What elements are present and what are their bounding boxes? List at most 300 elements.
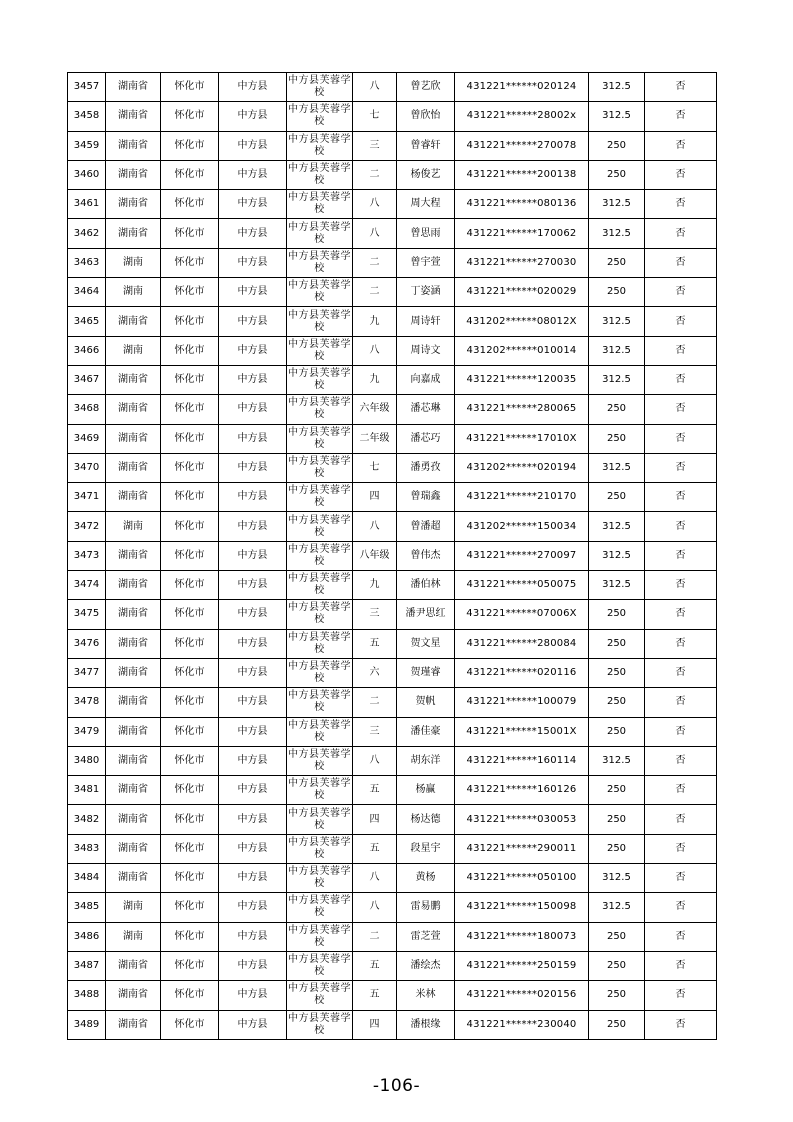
- grade-cell: 三: [353, 600, 397, 629]
- province-cell: 湖南: [106, 893, 161, 922]
- row-number-cell: 3482: [68, 805, 106, 834]
- county-cell: 中方县: [219, 512, 287, 541]
- county-cell: 中方县: [219, 746, 287, 775]
- county-cell: 中方县: [219, 219, 287, 248]
- amount-cell: 250: [589, 483, 645, 512]
- row-number-cell: 3469: [68, 424, 106, 453]
- grade-cell: 八: [353, 190, 397, 219]
- county-cell: 中方县: [219, 541, 287, 570]
- province-cell: 湖南: [106, 922, 161, 951]
- flag-cell: 否: [645, 805, 717, 834]
- student-name-cell: 杨达德: [397, 805, 455, 834]
- county-cell: 中方县: [219, 805, 287, 834]
- province-cell: 湖南省: [106, 600, 161, 629]
- school-cell: 中方县芙蓉学校: [287, 1010, 353, 1039]
- school-cell: 中方县芙蓉学校: [287, 512, 353, 541]
- city-cell: 怀化市: [161, 131, 219, 160]
- amount-cell: 250: [589, 424, 645, 453]
- flag-cell: 否: [645, 395, 717, 424]
- amount-cell: 312.5: [589, 102, 645, 131]
- amount-cell: 312.5: [589, 219, 645, 248]
- grade-cell: 二年级: [353, 424, 397, 453]
- id-number-cell: 431221******160126: [455, 776, 589, 805]
- amount-cell: 250: [589, 688, 645, 717]
- school-cell: 中方县芙蓉学校: [287, 131, 353, 160]
- table-row: [68, 73, 717, 102]
- table-row: [68, 834, 717, 863]
- flag-cell: 否: [645, 629, 717, 658]
- grade-cell: 八: [353, 864, 397, 893]
- row-number-cell: 3483: [68, 834, 106, 863]
- grade-cell: 八: [353, 512, 397, 541]
- flag-cell: 否: [645, 307, 717, 336]
- city-cell: 怀化市: [161, 219, 219, 248]
- province-cell: 湖南省: [106, 160, 161, 189]
- student-name-cell: 向嘉成: [397, 365, 455, 394]
- id-number-cell: 431221******07006X: [455, 600, 589, 629]
- amount-cell: 250: [589, 600, 645, 629]
- flag-cell: 否: [645, 512, 717, 541]
- flag-cell: 否: [645, 951, 717, 980]
- province-cell: 湖南省: [106, 981, 161, 1010]
- flag-cell: 否: [645, 688, 717, 717]
- student-name-cell: 潘佳豪: [397, 717, 455, 746]
- row-number-cell: 3468: [68, 395, 106, 424]
- grade-cell: 八: [353, 746, 397, 775]
- amount-cell: 250: [589, 922, 645, 951]
- county-cell: 中方县: [219, 981, 287, 1010]
- county-cell: 中方县: [219, 73, 287, 102]
- student-name-cell: 曾艺欣: [397, 73, 455, 102]
- row-number-cell: 3477: [68, 658, 106, 687]
- id-number-cell: 431221******270030: [455, 248, 589, 277]
- amount-cell: 312.5: [589, 73, 645, 102]
- city-cell: 怀化市: [161, 571, 219, 600]
- table-row: [68, 571, 717, 600]
- county-cell: 中方县: [219, 248, 287, 277]
- student-name-cell: 雷芝萱: [397, 922, 455, 951]
- row-number-cell: 3486: [68, 922, 106, 951]
- city-cell: 怀化市: [161, 1010, 219, 1039]
- id-number-cell: 431221******180073: [455, 922, 589, 951]
- flag-cell: 否: [645, 981, 717, 1010]
- id-number-cell: 431221******120035: [455, 365, 589, 394]
- province-cell: 湖南省: [106, 688, 161, 717]
- row-number-cell: 3480: [68, 746, 106, 775]
- student-name-cell: 雷易鹏: [397, 893, 455, 922]
- id-number-cell: 431221******280084: [455, 629, 589, 658]
- grade-cell: 八年级: [353, 541, 397, 570]
- amount-cell: 312.5: [589, 571, 645, 600]
- county-cell: 中方县: [219, 571, 287, 600]
- row-number-cell: 3474: [68, 571, 106, 600]
- page-number: -106-: [372, 1076, 421, 1096]
- student-name-cell: 黄杨: [397, 864, 455, 893]
- row-number-cell: 3470: [68, 453, 106, 482]
- table-row: [68, 951, 717, 980]
- school-cell: 中方县芙蓉学校: [287, 219, 353, 248]
- flag-cell: 否: [645, 658, 717, 687]
- grade-cell: 八: [353, 893, 397, 922]
- grade-cell: 八: [353, 336, 397, 365]
- flag-cell: 否: [645, 219, 717, 248]
- county-cell: 中方县: [219, 834, 287, 863]
- id-number-cell: 431221******15001X: [455, 717, 589, 746]
- row-number-cell: 3461: [68, 190, 106, 219]
- city-cell: 怀化市: [161, 658, 219, 687]
- flag-cell: 否: [645, 278, 717, 307]
- table-row: [68, 395, 717, 424]
- county-cell: 中方县: [219, 658, 287, 687]
- city-cell: 怀化市: [161, 805, 219, 834]
- grade-cell: 四: [353, 1010, 397, 1039]
- subsidy-roster-table: [67, 72, 717, 1040]
- province-cell: 湖南省: [106, 571, 161, 600]
- province-cell: 湖南省: [106, 395, 161, 424]
- flag-cell: 否: [645, 424, 717, 453]
- province-cell: 湖南: [106, 248, 161, 277]
- table-row: [68, 776, 717, 805]
- county-cell: 中方县: [219, 776, 287, 805]
- student-name-cell: 潘伯林: [397, 571, 455, 600]
- row-number-cell: 3466: [68, 336, 106, 365]
- student-name-cell: 潘尹思红: [397, 600, 455, 629]
- city-cell: 怀化市: [161, 834, 219, 863]
- id-number-cell: 431221******020124: [455, 73, 589, 102]
- grade-cell: 二: [353, 248, 397, 277]
- school-cell: 中方县芙蓉学校: [287, 834, 353, 863]
- id-number-cell: 431221******270097: [455, 541, 589, 570]
- flag-cell: 否: [645, 131, 717, 160]
- amount-cell: 250: [589, 248, 645, 277]
- flag-cell: 否: [645, 600, 717, 629]
- school-cell: 中方县芙蓉学校: [287, 307, 353, 336]
- city-cell: 怀化市: [161, 717, 219, 746]
- table-row: [68, 131, 717, 160]
- grade-cell: 五: [353, 981, 397, 1010]
- province-cell: 湖南省: [106, 864, 161, 893]
- city-cell: 怀化市: [161, 336, 219, 365]
- school-cell: 中方县芙蓉学校: [287, 688, 353, 717]
- id-number-cell: 431221******290011: [455, 834, 589, 863]
- grade-cell: 二: [353, 688, 397, 717]
- student-name-cell: 贺瑾睿: [397, 658, 455, 687]
- amount-cell: 250: [589, 395, 645, 424]
- table-row: [68, 160, 717, 189]
- amount-cell: 250: [589, 834, 645, 863]
- student-name-cell: 潘绘杰: [397, 951, 455, 980]
- id-number-cell: 431221******050075: [455, 571, 589, 600]
- county-cell: 中方县: [219, 600, 287, 629]
- school-cell: 中方县芙蓉学校: [287, 483, 353, 512]
- city-cell: 怀化市: [161, 483, 219, 512]
- province-cell: 湖南省: [106, 805, 161, 834]
- student-name-cell: 曾睿轩: [397, 131, 455, 160]
- table-row: [68, 746, 717, 775]
- table-row: [68, 1010, 717, 1039]
- flag-cell: 否: [645, 73, 717, 102]
- province-cell: 湖南省: [106, 307, 161, 336]
- table-row: [68, 219, 717, 248]
- student-name-cell: 曾思雨: [397, 219, 455, 248]
- county-cell: 中方县: [219, 864, 287, 893]
- table-row: [68, 102, 717, 131]
- school-cell: 中方县芙蓉学校: [287, 102, 353, 131]
- row-number-cell: 3460: [68, 160, 106, 189]
- county-cell: 中方县: [219, 365, 287, 394]
- row-number-cell: 3472: [68, 512, 106, 541]
- student-name-cell: 段星宇: [397, 834, 455, 863]
- row-number-cell: 3458: [68, 102, 106, 131]
- city-cell: 怀化市: [161, 512, 219, 541]
- school-cell: 中方县芙蓉学校: [287, 248, 353, 277]
- table-row: [68, 717, 717, 746]
- row-number-cell: 3481: [68, 776, 106, 805]
- province-cell: 湖南: [106, 336, 161, 365]
- grade-cell: 九: [353, 307, 397, 336]
- city-cell: 怀化市: [161, 864, 219, 893]
- student-name-cell: 曾伟杰: [397, 541, 455, 570]
- county-cell: 中方县: [219, 951, 287, 980]
- province-cell: 湖南省: [106, 483, 161, 512]
- amount-cell: 250: [589, 981, 645, 1010]
- school-cell: 中方县芙蓉学校: [287, 73, 353, 102]
- province-cell: 湖南省: [106, 131, 161, 160]
- table-row: [68, 922, 717, 951]
- grade-cell: 五: [353, 834, 397, 863]
- table-row: [68, 248, 717, 277]
- city-cell: 怀化市: [161, 541, 219, 570]
- school-cell: 中方县芙蓉学校: [287, 864, 353, 893]
- id-number-cell: 431221******050100: [455, 864, 589, 893]
- school-cell: 中方县芙蓉学校: [287, 805, 353, 834]
- city-cell: 怀化市: [161, 102, 219, 131]
- flag-cell: 否: [645, 336, 717, 365]
- school-cell: 中方县芙蓉学校: [287, 424, 353, 453]
- school-cell: 中方县芙蓉学校: [287, 717, 353, 746]
- county-cell: 中方县: [219, 190, 287, 219]
- id-number-cell: 431202******020194: [455, 453, 589, 482]
- amount-cell: 312.5: [589, 512, 645, 541]
- flag-cell: 否: [645, 483, 717, 512]
- id-number-cell: 431221******200138: [455, 160, 589, 189]
- grade-cell: 二: [353, 160, 397, 189]
- flag-cell: 否: [645, 102, 717, 131]
- flag-cell: 否: [645, 834, 717, 863]
- school-cell: 中方县芙蓉学校: [287, 160, 353, 189]
- student-name-cell: 丁姿涵: [397, 278, 455, 307]
- city-cell: 怀化市: [161, 248, 219, 277]
- flag-cell: 否: [645, 190, 717, 219]
- amount-cell: 250: [589, 629, 645, 658]
- amount-cell: 250: [589, 717, 645, 746]
- school-cell: 中方县芙蓉学校: [287, 453, 353, 482]
- row-number-cell: 3484: [68, 864, 106, 893]
- flag-cell: 否: [645, 717, 717, 746]
- table-row: [68, 600, 717, 629]
- amount-cell: 312.5: [589, 541, 645, 570]
- school-cell: 中方县芙蓉学校: [287, 541, 353, 570]
- grade-cell: 六: [353, 658, 397, 687]
- school-cell: 中方县芙蓉学校: [287, 365, 353, 394]
- student-name-cell: 潘芯琳: [397, 395, 455, 424]
- city-cell: 怀化市: [161, 600, 219, 629]
- school-cell: 中方县芙蓉学校: [287, 658, 353, 687]
- city-cell: 怀化市: [161, 160, 219, 189]
- id-number-cell: 431221******17010X: [455, 424, 589, 453]
- amount-cell: 312.5: [589, 190, 645, 219]
- city-cell: 怀化市: [161, 190, 219, 219]
- student-name-cell: 杨赢: [397, 776, 455, 805]
- id-number-cell: 431221******230040: [455, 1010, 589, 1039]
- school-cell: 中方县芙蓉学校: [287, 922, 353, 951]
- province-cell: 湖南省: [106, 365, 161, 394]
- row-number-cell: 3464: [68, 278, 106, 307]
- id-number-cell: 431202******010014: [455, 336, 589, 365]
- table-row: [68, 424, 717, 453]
- school-cell: 中方县芙蓉学校: [287, 571, 353, 600]
- city-cell: 怀化市: [161, 73, 219, 102]
- row-number-cell: 3475: [68, 600, 106, 629]
- amount-cell: 250: [589, 160, 645, 189]
- school-cell: 中方县芙蓉学校: [287, 336, 353, 365]
- id-number-cell: 431221******080136: [455, 190, 589, 219]
- county-cell: 中方县: [219, 922, 287, 951]
- table-row: [68, 307, 717, 336]
- city-cell: 怀化市: [161, 951, 219, 980]
- row-number-cell: 3457: [68, 73, 106, 102]
- id-number-cell: 431202******08012X: [455, 307, 589, 336]
- province-cell: 湖南: [106, 512, 161, 541]
- grade-cell: 八: [353, 219, 397, 248]
- id-number-cell: 431221******280065: [455, 395, 589, 424]
- county-cell: 中方县: [219, 893, 287, 922]
- amount-cell: 250: [589, 658, 645, 687]
- row-number-cell: 3485: [68, 893, 106, 922]
- amount-cell: 250: [589, 278, 645, 307]
- province-cell: 湖南省: [106, 219, 161, 248]
- school-cell: 中方县芙蓉学校: [287, 746, 353, 775]
- flag-cell: 否: [645, 922, 717, 951]
- province-cell: 湖南省: [106, 102, 161, 131]
- school-cell: 中方县芙蓉学校: [287, 951, 353, 980]
- table-row: [68, 658, 717, 687]
- city-cell: 怀化市: [161, 922, 219, 951]
- row-number-cell: 3467: [68, 365, 106, 394]
- grade-cell: 二: [353, 278, 397, 307]
- city-cell: 怀化市: [161, 424, 219, 453]
- student-name-cell: 曾欣怡: [397, 102, 455, 131]
- table-row: [68, 190, 717, 219]
- grade-cell: 五: [353, 776, 397, 805]
- student-name-cell: 杨俊艺: [397, 160, 455, 189]
- flag-cell: 否: [645, 365, 717, 394]
- amount-cell: 250: [589, 1010, 645, 1039]
- table-row: [68, 688, 717, 717]
- school-cell: 中方县芙蓉学校: [287, 893, 353, 922]
- amount-cell: 250: [589, 805, 645, 834]
- id-number-cell: 431221******020029: [455, 278, 589, 307]
- id-number-cell: 431221******210170: [455, 483, 589, 512]
- grade-cell: 三: [353, 717, 397, 746]
- id-number-cell: 431221******170062: [455, 219, 589, 248]
- grade-cell: 五: [353, 951, 397, 980]
- province-cell: 湖南省: [106, 541, 161, 570]
- city-cell: 怀化市: [161, 981, 219, 1010]
- grade-cell: 九: [353, 365, 397, 394]
- county-cell: 中方县: [219, 395, 287, 424]
- county-cell: 中方县: [219, 278, 287, 307]
- row-number-cell: 3463: [68, 248, 106, 277]
- id-number-cell: 431202******150034: [455, 512, 589, 541]
- amount-cell: 312.5: [589, 864, 645, 893]
- row-number-cell: 3465: [68, 307, 106, 336]
- province-cell: 湖南省: [106, 190, 161, 219]
- table-row: [68, 483, 717, 512]
- row-number-cell: 3479: [68, 717, 106, 746]
- province-cell: 湖南省: [106, 776, 161, 805]
- province-cell: 湖南省: [106, 746, 161, 775]
- table-row: [68, 981, 717, 1010]
- province-cell: 湖南省: [106, 834, 161, 863]
- student-name-cell: 贺文星: [397, 629, 455, 658]
- county-cell: 中方县: [219, 160, 287, 189]
- flag-cell: 否: [645, 248, 717, 277]
- city-cell: 怀化市: [161, 395, 219, 424]
- grade-cell: 七: [353, 102, 397, 131]
- county-cell: 中方县: [219, 102, 287, 131]
- province-cell: 湖南省: [106, 629, 161, 658]
- amount-cell: 250: [589, 776, 645, 805]
- flag-cell: 否: [645, 746, 717, 775]
- city-cell: 怀化市: [161, 307, 219, 336]
- city-cell: 怀化市: [161, 365, 219, 394]
- id-number-cell: 431221******28002x: [455, 102, 589, 131]
- county-cell: 中方县: [219, 1010, 287, 1039]
- flag-cell: 否: [645, 1010, 717, 1039]
- grade-cell: 七: [353, 453, 397, 482]
- flag-cell: 否: [645, 160, 717, 189]
- row-number-cell: 3459: [68, 131, 106, 160]
- grade-cell: 八: [353, 73, 397, 102]
- province-cell: 湖南省: [106, 717, 161, 746]
- province-cell: 湖南省: [106, 453, 161, 482]
- row-number-cell: 3476: [68, 629, 106, 658]
- province-cell: 湖南省: [106, 951, 161, 980]
- flag-cell: 否: [645, 453, 717, 482]
- city-cell: 怀化市: [161, 629, 219, 658]
- amount-cell: 312.5: [589, 336, 645, 365]
- row-number-cell: 3489: [68, 1010, 106, 1039]
- table-row: [68, 336, 717, 365]
- city-cell: 怀化市: [161, 776, 219, 805]
- province-cell: 湖南: [106, 278, 161, 307]
- id-number-cell: 431221******160114: [455, 746, 589, 775]
- city-cell: 怀化市: [161, 746, 219, 775]
- province-cell: 湖南省: [106, 658, 161, 687]
- county-cell: 中方县: [219, 131, 287, 160]
- amount-cell: 312.5: [589, 365, 645, 394]
- student-name-cell: 米林: [397, 981, 455, 1010]
- row-number-cell: 3488: [68, 981, 106, 1010]
- amount-cell: 312.5: [589, 746, 645, 775]
- id-number-cell: 431221******020156: [455, 981, 589, 1010]
- grade-cell: 九: [353, 571, 397, 600]
- province-cell: 湖南省: [106, 1010, 161, 1039]
- school-cell: 中方县芙蓉学校: [287, 776, 353, 805]
- city-cell: 怀化市: [161, 278, 219, 307]
- table-row: [68, 278, 717, 307]
